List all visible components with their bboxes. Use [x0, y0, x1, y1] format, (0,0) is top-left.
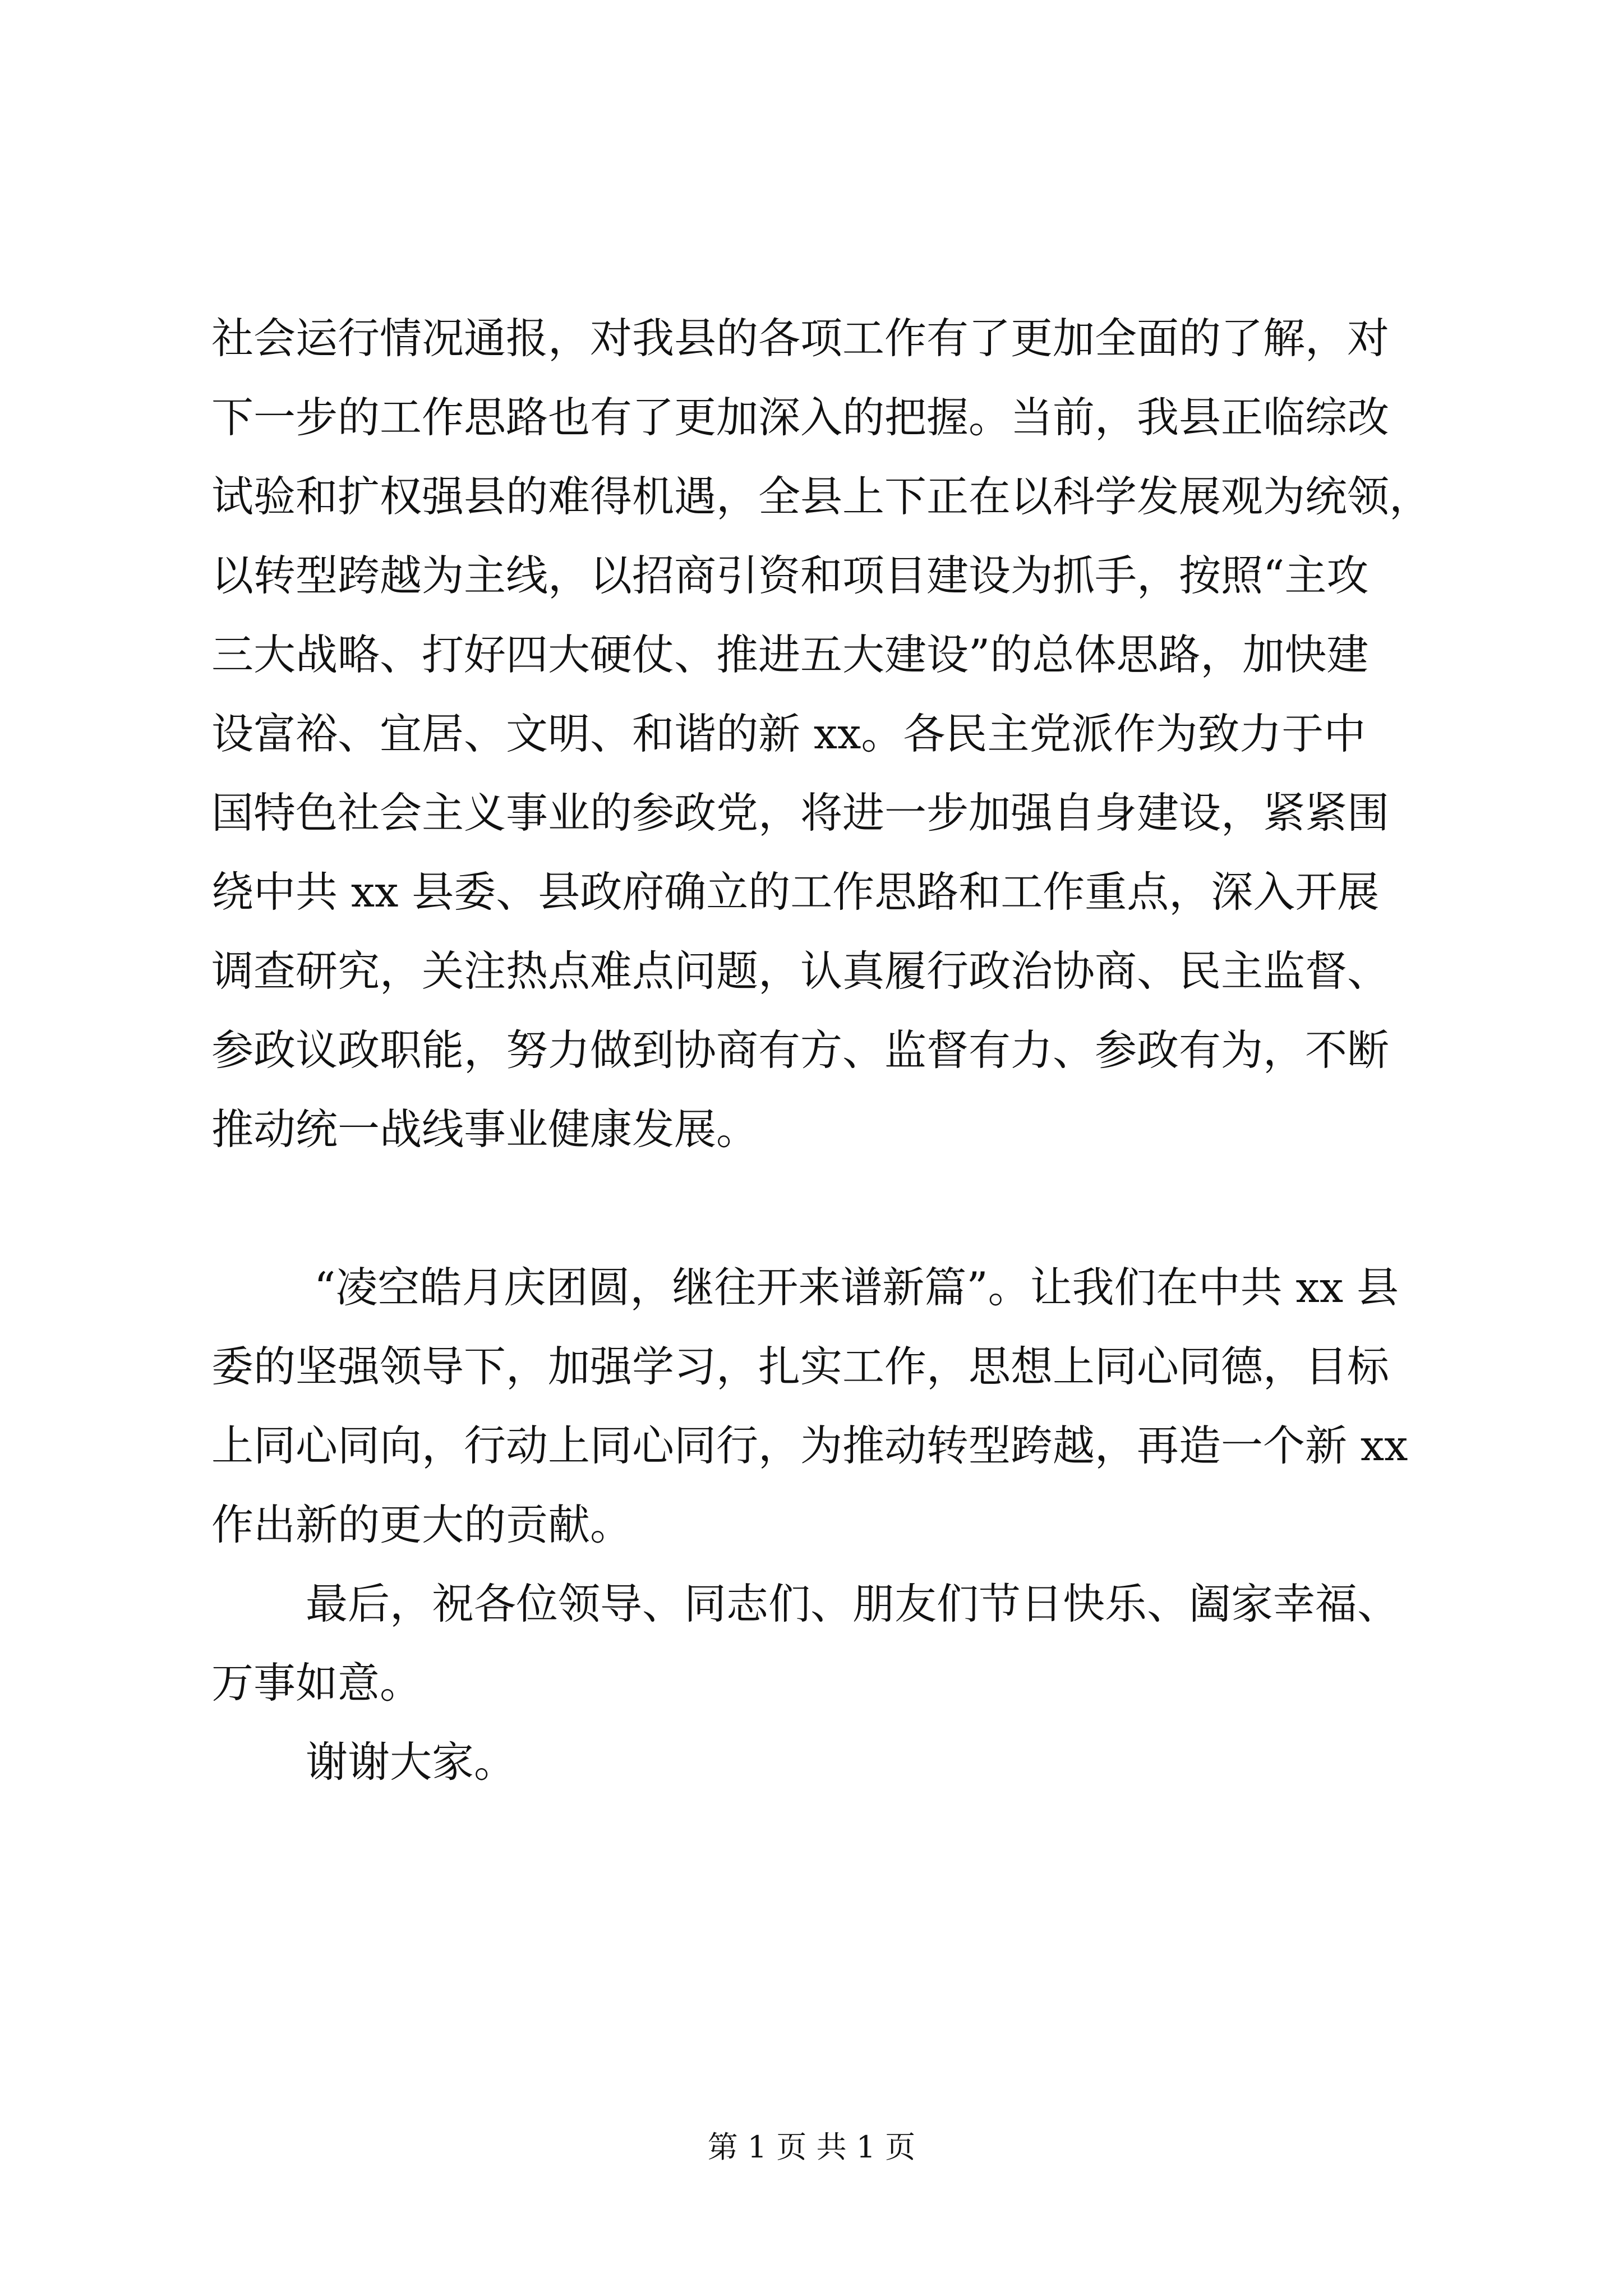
page-footer: 第 1 页 共 1 页	[707, 2129, 916, 2165]
body-text-line: 推动统一战线事业健康发展。	[211, 1105, 759, 1154]
body-text-line: 设富裕、宜居、文明、和谐的新 xx。各民主党派作为致力于中	[211, 709, 1366, 758]
body-text-line: 试验和扩权强县的难得机遇，全县上下正在以科学发展观为统领，	[211, 472, 1432, 521]
body-text-line: 委的坚强领导下，加强学习，扎实工作，思想上同心同德，目标	[211, 1342, 1390, 1391]
body-text-line: 参政议政职能，努力做到协商有方、监督有力、参政有为，不断	[211, 1025, 1390, 1075]
paragraph-start-line: “凌空皓月庆团圆，继往开来谱新篇”。让我们在中共 xx 县	[314, 1263, 1399, 1312]
body-text-line: 三大战略、打好四大硬仗、推进五大建设”的总体思路，加快建	[211, 630, 1369, 679]
body-text-line: 社会运行情况通报，对我县的各项工作有了更加全面的了解，对	[211, 314, 1390, 363]
body-text-line: 调查研究，关注热点难点问题，认真履行政治协商、民主监督、	[211, 946, 1390, 996]
body-text-line: 作出新的更大的贡献。	[211, 1500, 633, 1549]
body-text-line: 万事如意。	[211, 1658, 422, 1708]
body-text-line: 绕中共 xx 县委、县政府确立的工作思路和工作重点，深入开展	[211, 867, 1380, 917]
body-text-line: 下一步的工作思路也有了更加深入的把握。当前，我县正临综改	[211, 393, 1390, 442]
body-text-line: 上同心同向，行动上同心同行，为推动转型跨越，再造一个新 xx	[211, 1421, 1408, 1470]
body-text-line: 以转型跨越为主线，以招商引资和项目建设为抓手，按照“主攻	[211, 551, 1369, 600]
paragraph-start-line: 最后，祝各位领导、同志们、朋友们节日快乐、阖家幸福、	[306, 1579, 1400, 1628]
closing-line: 谢谢大家。	[306, 1737, 517, 1787]
body-text-line: 国特色社会主义事业的参政党，将进一步加强自身建设，紧紧围	[211, 788, 1390, 838]
